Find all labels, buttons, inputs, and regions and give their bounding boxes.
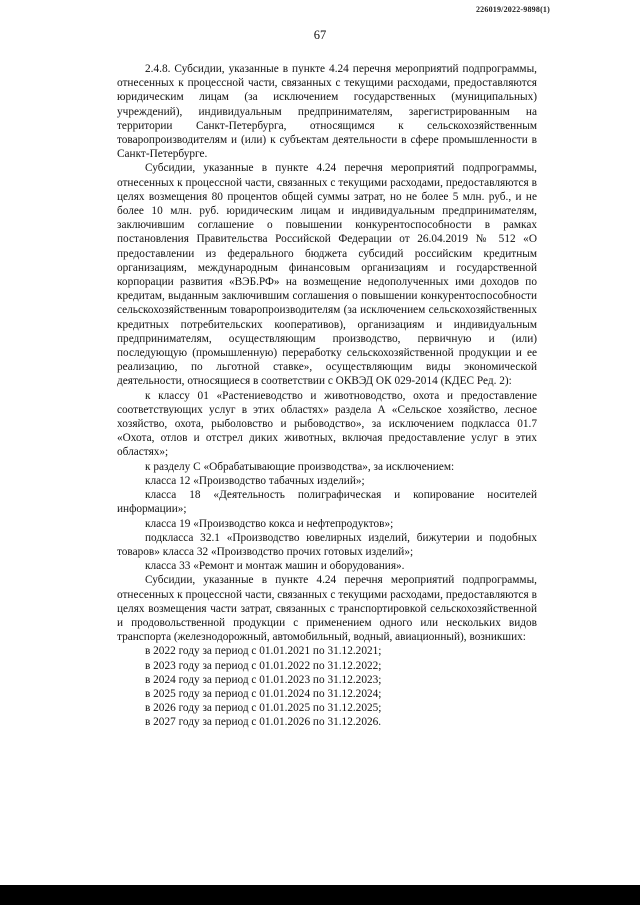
item-section-c: к разделу С «Обрабатывающие производства», за исключением: — [145, 460, 455, 473]
paragraph-transport: Субсидии, указанные в пункте 4.24 перечня мероприятий подпрограммы, отнесенных к процессной части, связанных с текущими расходами, предоставляются в целях возмещения части затрат, связанных с транспортировкой сельскохозяйственной и продовольственной продукции с применением одного или нескольких видов транспорта (железнодорожный, автомобильный, водный, авиационный), возникших: — [117, 574, 537, 644]
item-class-12: класса 12 «Производство табачных изделий»; — [145, 474, 365, 487]
scan-bottom-edge — [0, 885, 640, 905]
item-class-18: класса 18 «Деятельность полиграфическая и копирование носителей информации»; — [117, 489, 537, 516]
period-item: в 2022 году за период с 01.01.2021 по 31.12.2021; — [145, 645, 382, 658]
document-body — [117, 62, 537, 730]
item-subclass-32-1: подкласса 32.1 «Производство ювелирных изделий, бижутерии и подобных товаров» класса 32 «Производство прочих готовых изделий»; — [117, 531, 537, 558]
period-item: в 2023 году за период с 01.01.2022 по 31.12.2022; — [145, 659, 382, 672]
period-item: в 2026 году за период с 01.01.2025 по 31.12.2025; — [145, 702, 382, 715]
paragraph-2-4-8: 2.4.8. Субсидии, указанные в пункте 4.24 перечня мероприятий подпрограммы, отнесенных к процессной части, связанных с текущими расходами, предоставляются юридическим лицам (за исключением государственных (муниципальных) учреждений), индивидуальным предпринимателям, зарегистрированным на территории Санкт-Петербурга, относящимся к сельскохозяйственным товаропроизводителям и (или) к субъектам деятельности в сфере промышленности в Санкт-Петербурге. — [117, 63, 537, 161]
period-item: в 2027 году за период с 01.01.2026 по 31.12.2026. — [145, 716, 382, 729]
item-class-19: класса 19 «Производство кокса и нефтепродуктов»; — [145, 517, 394, 530]
item-class-01: к классу 01 «Растениеводство и животноводство, охота и предоставление соответствующих услуг в этих областях» раздела А «Сельское хозяйство, лесное хозяйство, охота, рыболовство и рыбоводство», за исключением подкласса 01.7 «Охота, отлов и отстрел диких животных, включая предоставление услуг в этих областях»; — [117, 389, 537, 459]
document-id: 226019/2022-9898(1) — [475, 5, 550, 14]
page-number: 67 — [313, 28, 327, 42]
paragraph-subsidies-80-percent: Субсидии, указанные в пункте 4.24 перечня мероприятий подпрограммы, отнесенных к процессной части, связанных с текущими расходами, предоставляются в целях возмещения 80 процентов общей суммы затрат, но не более 5 млн. руб., и не более 10 млн. руб. юридическим лицам и индивидуальным предпринимателям, заключившим соглашение о повышении конкурентоспособности в рамках постановления Правительства Российской Федерации от 26.04.2019 № 512 «О предоставлении из федерального бюджета субсидий российским кредитным организациям, международным финансовым организациям и государственной корпорации развития «ВЭБ.РФ» на возмещение недополученных ими доходов по кредитам, выданным заключившим соглашения о повышении конкурентоспособности сельскохозяйственным товаропроизводителям (за исключением сельскохозяйственных кредитных потребительских кооперативов), организациям и индивидуальным предпринимателям, осуществляющим производство, первичную и (или) последующую (промышленную) переработку сельскохозяйственной продукции и ее реализацию, по льготной ставке», осуществляющим виды экономической деятельности, относящиеся в соответствии с ОКВЭД ОК 029-2014 (КДЕС Ред. 2): — [117, 162, 537, 388]
period-item: в 2024 году за период с 01.01.2023 по 31.12.2023; — [145, 673, 382, 686]
period-item: в 2025 году за период с 01.01.2024 по 31.12.2024; — [145, 687, 382, 700]
item-class-33: класса 33 «Ремонт и монтаж машин и оборудования». — [145, 560, 405, 573]
